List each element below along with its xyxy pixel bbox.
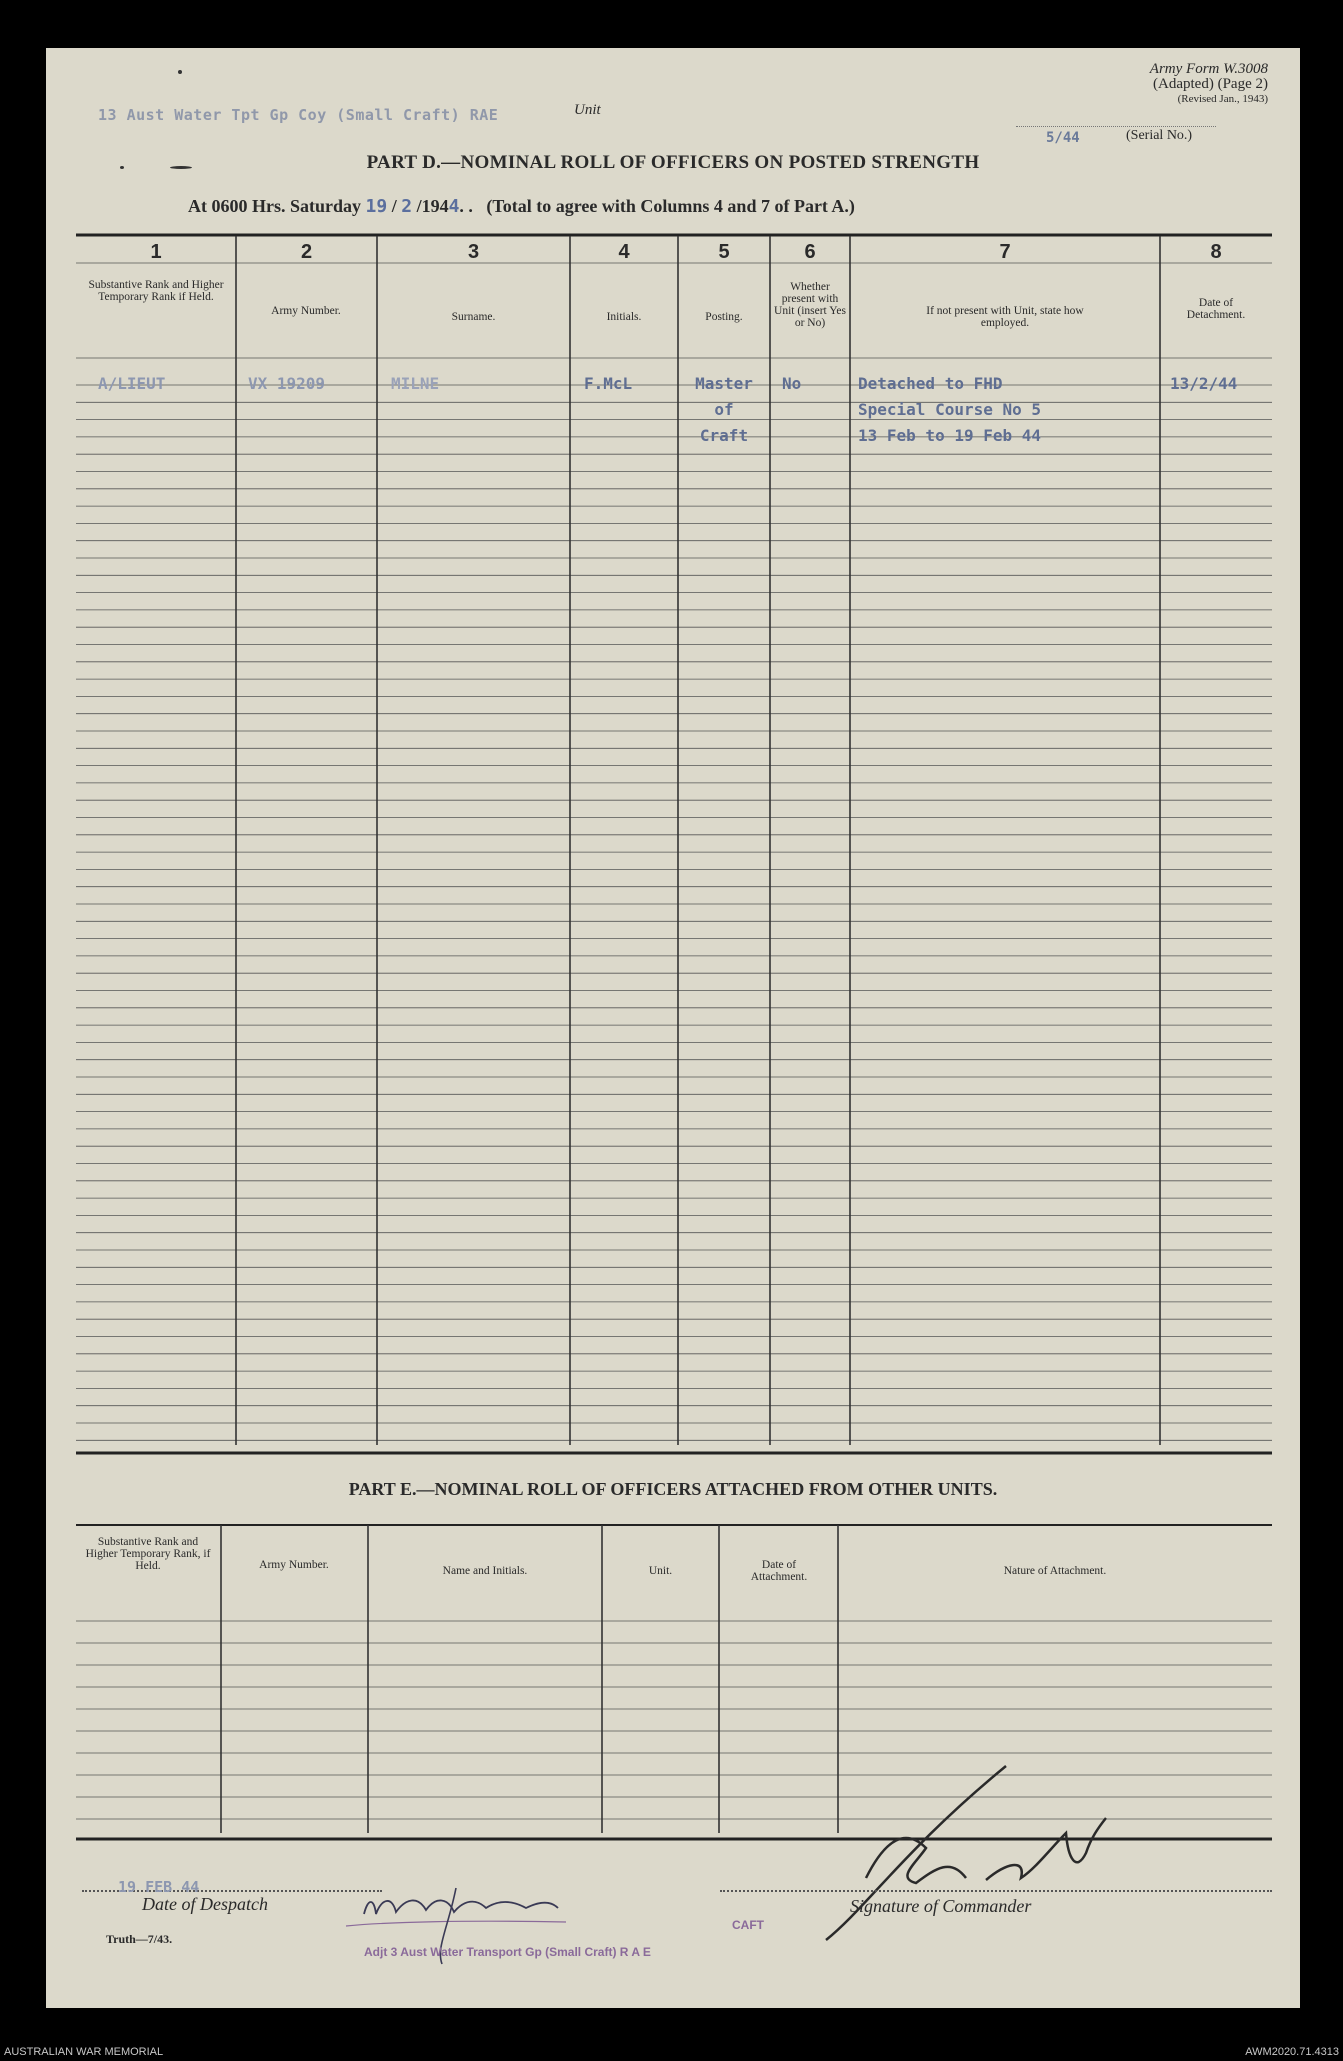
cell-employed-line-2: Special Course No 5	[858, 400, 1042, 419]
form-number: Army Form W.3008	[1149, 61, 1268, 77]
cell-present: No	[782, 374, 802, 393]
serial-value: 5/44	[1046, 130, 1080, 146]
date-day: 19	[365, 196, 388, 217]
e-header-army-number: Army Number.	[259, 1559, 329, 1571]
serial-label: (Serial No.)	[1126, 128, 1193, 143]
cell-army-number: VX 19209	[248, 374, 326, 393]
col-header-posting: Posting.	[705, 311, 743, 323]
date-year-prefix: 194	[421, 196, 449, 216]
cell-surname: MILNE	[391, 374, 440, 393]
col-num-4: 4	[618, 241, 630, 263]
credit-right: AWM2020.71.4313	[1245, 2046, 1339, 2058]
col-header-present: Whether present with Unit (insert Yes or No)	[774, 281, 846, 329]
unit-label: Unit	[574, 102, 601, 118]
col-num-7: 7	[999, 241, 1011, 263]
e-header-name: Name and Initials.	[442, 1565, 528, 1577]
col-num-5: 5	[718, 241, 730, 263]
col-header-employed: If not present with Unit, state how employed.	[926, 305, 1084, 329]
e-header-attachment-date: Date of Attachment.	[750, 1559, 808, 1583]
part-d-date-line: At 0600 Hrs. Saturday 19 / 2 /1944. . (Total to agree with Columns 4 and 7 of Part A.)	[188, 196, 855, 217]
form-adapted: (Adapted) (Page 2)	[1153, 76, 1268, 92]
form-ruling	[46, 48, 1300, 2008]
part-e-title: PART E.—NOMINAL ROLL OF OFFICERS ATTACHED FROM OTHER UNITS.	[348, 1479, 998, 1499]
col-num-3: 3	[467, 241, 480, 263]
credit-left: AUSTRALIAN WAR MEMORIAL	[4, 2046, 164, 2058]
e-header-unit: Unit.	[648, 1565, 673, 1577]
commander-signature-label: Signature of Commander	[850, 1896, 1032, 1916]
cell-posting-line-3: Craft	[699, 426, 749, 445]
date-year-digit: 4	[448, 196, 460, 217]
col-num-8: 8	[1210, 241, 1222, 263]
cell-employed	[858, 371, 1041, 449]
cell-employed-line-3: 13 Feb to 19 Feb 44	[858, 426, 1042, 445]
col-num-6: 6	[804, 241, 816, 263]
cell-posting-line-2: of	[714, 400, 734, 419]
cell-initials: F.McL	[584, 374, 633, 393]
stamp-adjutant: Adjt 3 Aust Water Transport Gp (Small Craft) R A E	[364, 1945, 651, 1959]
col-header-surname: Surname.	[451, 311, 496, 323]
col-num-2: 2	[300, 241, 313, 263]
cell-posting	[678, 371, 770, 449]
despatch-date-value: 19 FEB 44	[118, 1878, 200, 1896]
form-revision: (Revised Jan., 1943)	[1177, 93, 1268, 105]
cell-employed-line-1: Detached to FHD	[858, 374, 1003, 393]
despatch-date-label: Date of Despatch	[142, 1894, 268, 1914]
total-note: (Total to agree with Columns 4 and 7 of Part A.)	[486, 196, 855, 216]
printer-mark: Truth—7/43.	[106, 1932, 173, 1946]
stamp-caft: CAFT	[732, 1918, 764, 1932]
col-header-army-number: Army Number.	[271, 305, 341, 317]
date-prefix: At 0600 Hrs. Saturday	[188, 196, 362, 216]
part-d-title: PART D.—NOMINAL ROLL OF OFFICERS ON POSTED STRENGTH	[366, 152, 980, 173]
col-header-initials: Initials.	[606, 311, 642, 323]
cell-rank: A/LIEUT	[98, 374, 166, 393]
e-header-nature: Nature of Attachment.	[1003, 1565, 1107, 1577]
unit-value: 13 Aust Water Tpt Gp Coy (Small Craft) RAE	[98, 106, 499, 124]
date-month: 2	[401, 196, 413, 217]
form-page	[46, 48, 1300, 2008]
e-header-rank: Substantive Rank and Higher Temporary Rank, if Held.	[85, 1536, 211, 1572]
col-header-rank: Substantive Rank and Higher Temporary Rank if Held.	[88, 279, 224, 303]
col-num-1: 1	[150, 241, 162, 263]
col-header-detachment: Date of Detachment.	[1186, 297, 1246, 321]
cell-detachment-date: 13/2/44	[1170, 374, 1238, 393]
cell-posting-line-1: Master	[695, 374, 753, 393]
